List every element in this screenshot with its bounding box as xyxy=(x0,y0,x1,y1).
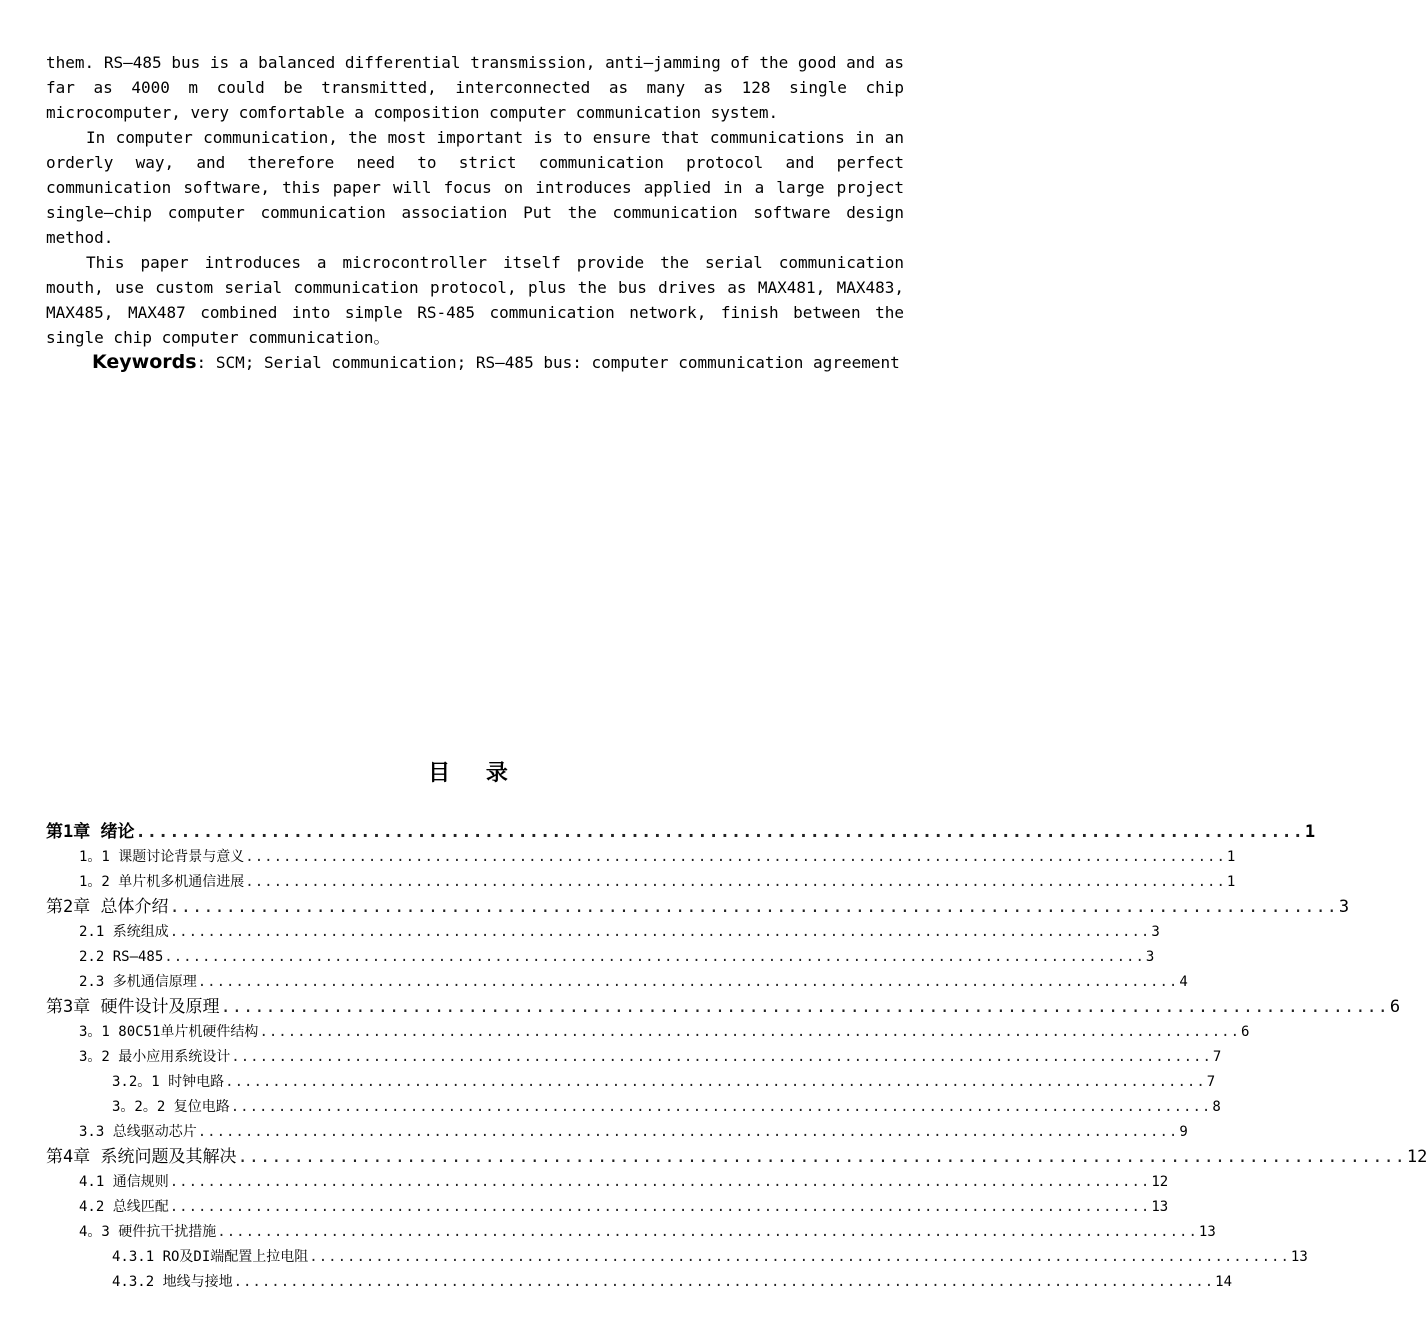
toc-entry[interactable]: 1。1 课题讨论背景与意义 ........................................................................................................ 1 xyxy=(46,845,708,870)
toc-entry-page: 3 xyxy=(1145,949,1155,965)
keywords-text: : SCM; Serial communication; RS—485 bus: computer communication agreement xyxy=(196,353,900,372)
toc-entry-page: 3 xyxy=(1338,897,1350,917)
toc-entry-label: 4.2 总线匹配 xyxy=(79,1199,169,1215)
toc-entry-label: 2.3 多机通信原理 xyxy=(79,974,197,990)
toc-entry[interactable]: 第1章 绪论 ........................................................................................................ 1 xyxy=(46,820,708,845)
toc-entry-label: 3。2。2 复位电路 xyxy=(112,1099,230,1115)
toc-entry-page: 4 xyxy=(1179,974,1188,990)
toc-entry-label: 4.3.1 RO及DI端配置上拉电阻 xyxy=(112,1249,309,1265)
toc-entry[interactable]: 第3章 硬件设计及原理 ........................................................................................................ 6 xyxy=(46,995,708,1020)
toc-entry-page: 12 xyxy=(1151,1174,1169,1190)
toc-entry-label: 2.2 RS—485 xyxy=(79,949,164,965)
toc-entry[interactable]: 1。2 单片机多机通信进展 ........................................................................................................ 1 xyxy=(46,870,708,895)
toc-entry[interactable]: 第2章 总体介绍 ........................................................................................................ 3 xyxy=(46,895,708,920)
toc-entry-page: 12 xyxy=(1406,1147,1427,1167)
toc-entry-page: 13 xyxy=(1290,1249,1308,1265)
toc-entry[interactable]: 3。2 最小应用系统设计 ........................................................................................................ 7 xyxy=(46,1045,708,1070)
toc-entry-page: 7 xyxy=(1206,1074,1216,1090)
toc-entry-page: 8 xyxy=(1212,1099,1221,1115)
abstract-paragraph-3: This paper introduces a microcontroller itself provide the serial communication mouth, use custom serial communication protocol, plus the bus drives as MAX481, MAX483, MAX485, MAX487 combined into simple RS-485 communication network, finish between the single chip computer communication。 xyxy=(46,253,904,347)
toc-entry[interactable]: 2.1 系统组成 ........................................................................................................ 3 xyxy=(46,920,708,945)
toc-entry-page: 9 xyxy=(1179,1124,1188,1140)
toc-entry-label: 第3章 硬件设计及原理 xyxy=(46,997,220,1017)
toc-entry[interactable]: 3。2。2 复位电路 ........................................................................................................ 8 xyxy=(46,1095,708,1120)
toc-entry-page: 14 xyxy=(1215,1274,1233,1290)
toc-entry[interactable]: 4.3.1 RO及DI端配置上拉电阻 ........................................................................................................ 13 xyxy=(46,1245,708,1270)
abstract-paragraph-2: In computer communication, the most important is to ensure that communications in an orderly way, and therefore need to strict communication protocol and perfect communication software, this paper will focus on introduces applied in a large project single—chip computer communication association Put the communication software design method. xyxy=(46,128,904,247)
toc-entry-label: 4.3.2 地线与接地 xyxy=(112,1274,233,1290)
abstract-paragraph-1: them. RS—485 bus is a balanced differential transmission, anti—jamming of the good and as far as 4000 m could be transmitted, interconnected as many as 128 single chip microcomputer, very comfortable a composition computer communication system. xyxy=(46,53,904,122)
toc-entry-page: 1 xyxy=(1226,874,1236,890)
toc-entry[interactable]: 4。3 硬件抗干扰措施 ........................................................................................................ 13 xyxy=(46,1220,708,1245)
toc-entry-label: 2.1 系统组成 xyxy=(79,924,169,940)
toc-entry[interactable]: 3.2。1 时钟电路 ........................................................................................................ 7 xyxy=(46,1070,708,1095)
toc-entry-label: 3。1 80C51单片机硬件结构 xyxy=(79,1024,259,1040)
toc-entry[interactable]: 2.2 RS—485 ........................................................................................................ 3 xyxy=(46,945,708,970)
keywords-label: Keywords xyxy=(92,351,197,373)
toc-entry[interactable]: 4.3.2 地线与接地 ........................................................................................................ 14 xyxy=(46,1270,708,1295)
toc-entry-page: 6 xyxy=(1389,997,1401,1017)
toc-entry-label: 4。3 硬件抗干扰措施 xyxy=(79,1224,217,1240)
toc-entry-label: 3.2。1 时钟电路 xyxy=(112,1074,225,1090)
toc-entry-label: 4.1 通信规则 xyxy=(79,1174,169,1190)
toc-entry-label: 第4章 系统问题及其解决 xyxy=(46,1147,237,1167)
toc-entry[interactable]: 3.3 总线驱动芯片 ........................................................................................................ 9 xyxy=(46,1120,708,1145)
toc-entry-page: 13 xyxy=(1198,1224,1216,1240)
toc-entry-page: 1 xyxy=(1304,822,1316,842)
toc-entry-label: 3。2 最小应用系统设计 xyxy=(79,1049,231,1065)
toc-entry[interactable]: 3。1 80C51单片机硬件结构 ........................................................................................................ 6 xyxy=(46,1020,708,1045)
toc-entry[interactable]: 4.2 总线匹配 ........................................................................................................ 13 xyxy=(46,1195,708,1220)
toc-entry-page: 1 xyxy=(1226,849,1236,865)
toc-title: 目 录 xyxy=(428,760,522,786)
toc-entry-label: 1。2 单片机多机通信进展 xyxy=(79,874,245,890)
toc-entry[interactable]: 2.3 多机通信原理 ........................................................................................................ 4 xyxy=(46,970,708,995)
keywords-line xyxy=(46,350,904,375)
table-of-contents xyxy=(46,820,1427,1295)
abstract-section xyxy=(46,50,904,375)
toc-entry[interactable]: 第4章 系统问题及其解决 ........................................................................................................ 12 xyxy=(46,1145,708,1170)
toc-entry[interactable]: 4.1 通信规则 ........................................................................................................ 12 xyxy=(46,1170,708,1195)
toc-entry-page: 3 xyxy=(1151,924,1160,940)
toc-entry-label: 3.3 总线驱动芯片 xyxy=(79,1124,197,1140)
toc-entry-page: 7 xyxy=(1212,1049,1222,1065)
toc-entry-label: 第2章 总体介绍 xyxy=(46,897,169,917)
toc-entry-page: 6 xyxy=(1241,1024,1250,1040)
toc-entry-label: 第1章 绪论 xyxy=(46,822,135,842)
toc-entry-label: 1。1 课题讨论背景与意义 xyxy=(79,849,245,865)
toc-entry-page: 13 xyxy=(1151,1199,1169,1215)
